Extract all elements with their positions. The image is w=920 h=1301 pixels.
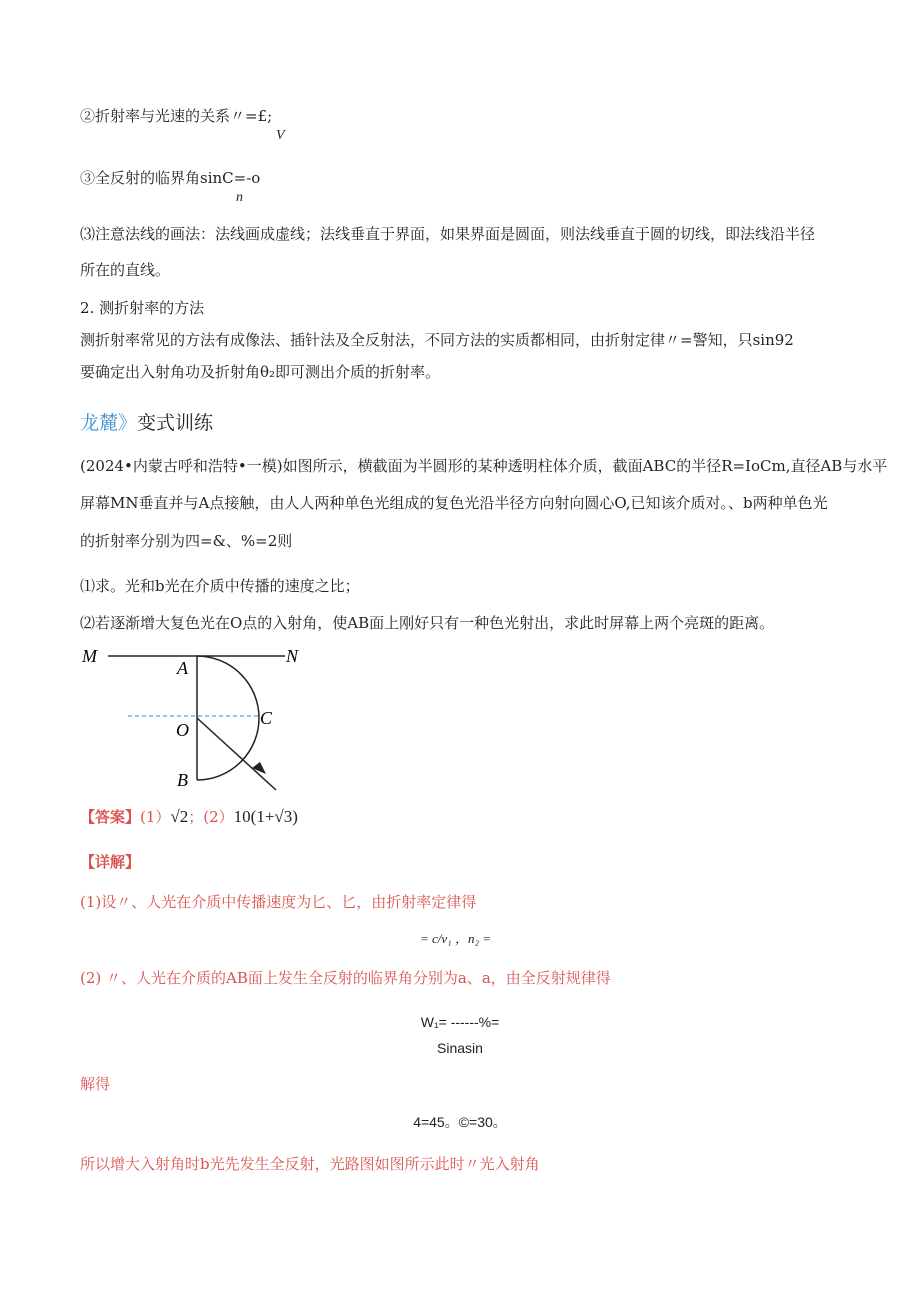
label-a: A — [177, 658, 188, 678]
text-methods-b: 要确定出入射角功及折射角θ₂即可测出介质的折射率。 — [80, 363, 441, 381]
solution-last-line: 所以增大入射角时b光先发生全反射，光路图如图所示此时〃光入射角 — [80, 1155, 540, 1173]
arrow-head-icon — [252, 762, 266, 774]
answer-math-1: √2 — [170, 807, 189, 826]
heading-title: 变式训练 — [137, 413, 214, 434]
semicircle-figure — [80, 640, 320, 800]
problem-line-3: 的折射率分别为四=&、%=2则 — [80, 532, 293, 550]
question-1: ⑴求。光和b光在介质中传播的速度之比； — [80, 577, 360, 595]
solution-step-1a: (1)设〃、人光 — [80, 893, 177, 911]
label-m: M — [82, 646, 97, 666]
label-b: B — [177, 770, 188, 790]
problem-line-1: (2024•内蒙古呼和浩特•一模)如图所示，横截面为半圆形的某种透明柱体介质，截面ABC的半径R=IoCm,直径AB与水平 — [80, 457, 888, 475]
label-c: C — [260, 708, 273, 728]
text-normal-line-b: 所在的直线。 — [80, 261, 171, 279]
solution-tag: 【详解】 — [80, 853, 141, 871]
answer-math-2: 10(1+√3) — [233, 807, 298, 826]
semicircle-arc — [197, 656, 259, 780]
heading-logo-text: 龙麓》 — [80, 413, 138, 434]
text-normal-line-a: ⑶注意法线的画法：法线画成虚线；法线垂直于界面，如果界面是圆面，则法线垂直于圆的切线，即法线沿半径 — [80, 225, 816, 243]
section-heading — [80, 408, 213, 435]
section-title-methods: 2. 测折射率的方法 — [80, 299, 205, 317]
text-sub-v: V — [276, 128, 285, 143]
solution-step-1b: 在介质中传播速度为匕、匕，由折射率定律得 — [176, 893, 477, 911]
label-n: N — [286, 646, 299, 666]
formula-angles: 4=45。©=30。 — [413, 1114, 507, 1130]
text-refraction-speed: ②折射率与光速的关系〃=£; — [80, 107, 273, 125]
solution-step-2a: (2) 〃、人光在 — [80, 969, 182, 987]
answer-tag: 【答案】 — [80, 808, 141, 826]
answer-part1: (1） — [140, 808, 171, 826]
text-methods-a: 测折射率常见的方法有成像法、插针法及全反射法，不同方法的实质都相同，由折射定律〃=警知，只sin92 — [80, 331, 794, 349]
solution-step-1 — [80, 892, 476, 912]
question-2: ⑵若逐渐增大复色光在O点的入射角，使AB面上刚好只有一种色光射出，求此时屏幕上两个亮斑的距离。 — [80, 614, 775, 632]
solution-step-2b: 介质的AB面上发生全反射的临界角分别为a、a，由全反射规律得 — [181, 969, 611, 987]
problem-line-2: 屏幕MN垂直并与A点接触，由人人两种单色光组成的复色光沿半径方向射向圆心O,已知该介质对。、b两种单色光 — [80, 494, 828, 512]
solution-step-2 — [80, 968, 611, 988]
text-critical-angle: ③全反射的临界角sinC=-o — [80, 169, 261, 187]
answer-sep: ；(2） — [188, 808, 234, 826]
formula-speed: = c/v₁ ，n₂ = — [420, 931, 491, 946]
answer-line — [80, 806, 298, 827]
text-sub-n: n — [236, 190, 243, 205]
formula-critical-bottom: Sinasin — [437, 1040, 483, 1056]
solution-jiede: 解得 — [80, 1075, 111, 1093]
formula-critical-top: W₁= ------%= — [420, 1014, 500, 1030]
label-o: O — [176, 720, 189, 740]
